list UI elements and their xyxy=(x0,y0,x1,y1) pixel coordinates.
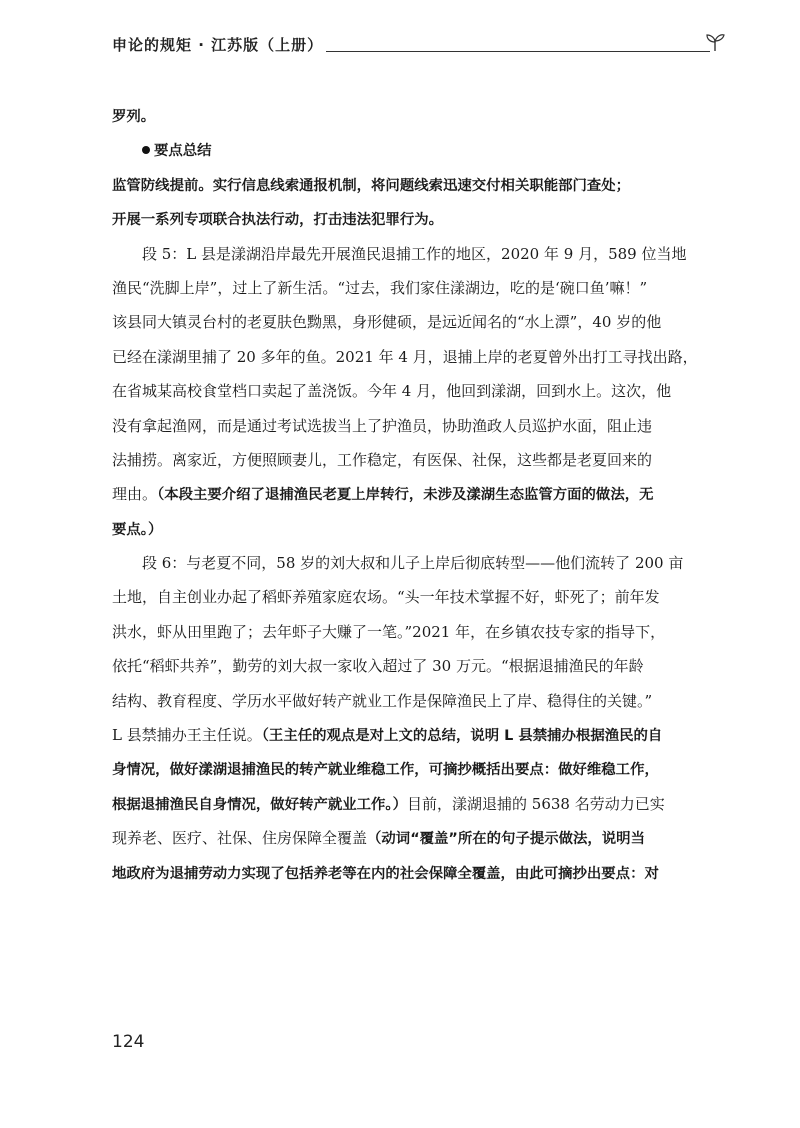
line-text: 监管防线提前。实行信息线索通报机制，将问题线索迅速交付相关职能部门查处； xyxy=(112,177,631,194)
line-text: 土地，自主创业办起了稻虾养殖家庭农场。“头一年技术掌握不好，虾死了；前年发 xyxy=(112,588,660,607)
line-text: 该县同大镇灵台村的老夏肤色黝黑，身形健硕，是远近闻名的“水上漂”，40 岁的他 xyxy=(112,313,662,332)
line-text-tail: 目前，漾湖退捕的 5638 名劳动力已实 xyxy=(407,794,665,813)
text-line xyxy=(112,374,710,408)
text-line xyxy=(112,133,710,167)
line-text: L 县禁捕办王主任说。 xyxy=(112,726,262,745)
text-line xyxy=(112,237,710,271)
line-text: 现养老、医疗、社保、住房保障全覆盖 xyxy=(112,829,368,848)
line-text: 开展一系列专项联合执法行动，打击违法犯罪行为。 xyxy=(112,212,443,229)
bullet-icon xyxy=(142,146,150,154)
line-text: 结构、教育程度、学历水平做好转产就业工作是保障渔民上了岸、稳得住的关键。” xyxy=(112,691,653,710)
line-text: 已经在漾湖里捕了 20 多年的鱼。2021 年 4 月，退捕上岸的老夏曾外出打工寻找出路， xyxy=(112,347,698,366)
text-line xyxy=(112,202,710,236)
line-text: 渔民“洗脚上岸”，过上了新生活。“过去，我们家住漾湖边，吃的是‘碗口鱼’嘛！” xyxy=(112,278,648,297)
header-rule xyxy=(326,51,710,52)
text-line xyxy=(112,477,710,511)
line-text: 要点。） xyxy=(112,521,163,538)
annotation-text: （动词“覆盖”所在的句子提示做法，说明当 xyxy=(367,831,645,848)
line-text: 罗列。 xyxy=(112,109,156,125)
line-text: 段 5：L 县是漾湖沿岸最先开展渔民退捕工作的地区，2020 年 9 月，589 位当地 xyxy=(142,244,687,263)
text-line xyxy=(112,99,710,133)
line-text: 地政府为退捕劳动力实现了包括养老等在内的社会保障全覆盖，由此可摘抄出要点：对 xyxy=(112,865,659,882)
line-text: 洪水，虾从田里跑了；去年虾子大赚了一笔。”2021 年，在乡镇农技专家的指导下， xyxy=(112,622,666,641)
line-text: 法捕捞。离家近，方便照顾妻儿，工作稳定，有医保、社保，这些都是老夏回来的 xyxy=(112,450,653,469)
text-line xyxy=(112,409,710,443)
line-text: 在省城某高校食堂档口卖起了盖浇饭。今年 4 月，他回到漾湖，回到水上。这次，他 xyxy=(112,382,672,401)
body-text xyxy=(112,99,710,890)
text-line xyxy=(112,718,710,752)
text-line xyxy=(112,340,710,374)
text-line xyxy=(112,684,710,718)
line-text: 依托“稻虾共养”，勤劳的刘大叔一家收入超过了 30 万元。“根据退捕渔民的年龄 xyxy=(112,657,644,676)
text-line xyxy=(112,443,710,477)
text-line xyxy=(112,649,710,683)
book-title: 申论的规矩 · 江苏版（上册） xyxy=(112,36,324,54)
running-header xyxy=(112,34,710,60)
text-line xyxy=(112,580,710,614)
page-number: 124 xyxy=(112,1032,145,1052)
text-line xyxy=(112,546,710,580)
text-line xyxy=(112,168,710,202)
annotation-text: （王主任的观点是对上文的总结，说明 L 县禁捕办根据渔民的自 xyxy=(261,728,663,745)
line-text: 没有拿起渔网，而是通过考试选拔当上了护渔员，协助渔政人员巡护水面，阻止违 xyxy=(112,416,653,435)
text-line xyxy=(112,615,710,649)
section-heading: 要点总结 xyxy=(154,143,212,160)
text-line xyxy=(112,752,710,786)
text-line xyxy=(112,305,710,339)
annotation-text: （本段主要介绍了退捕渔民老夏上岸转行，未涉及漾湖生态监管方面的做法，无 xyxy=(157,487,654,504)
text-line xyxy=(112,271,710,305)
line-text: 身情况，做好漾湖退捕渔民的转产就业维稳工作，可摘抄概括出要点：做好维稳工作， xyxy=(112,762,659,779)
text-line xyxy=(112,856,710,890)
text-line xyxy=(112,787,710,821)
line-text: 根据退捕渔民自身情况，做好转产就业工作。） xyxy=(112,796,408,813)
text-line xyxy=(112,512,710,546)
line-text: 段 6：与老夏不同，58 岁的刘大叔和儿子上岸后彻底转型——他们流转了 200 亩 xyxy=(142,554,684,573)
sprout-icon xyxy=(704,30,726,52)
line-text: 理由。 xyxy=(112,485,158,504)
text-line xyxy=(112,821,710,855)
